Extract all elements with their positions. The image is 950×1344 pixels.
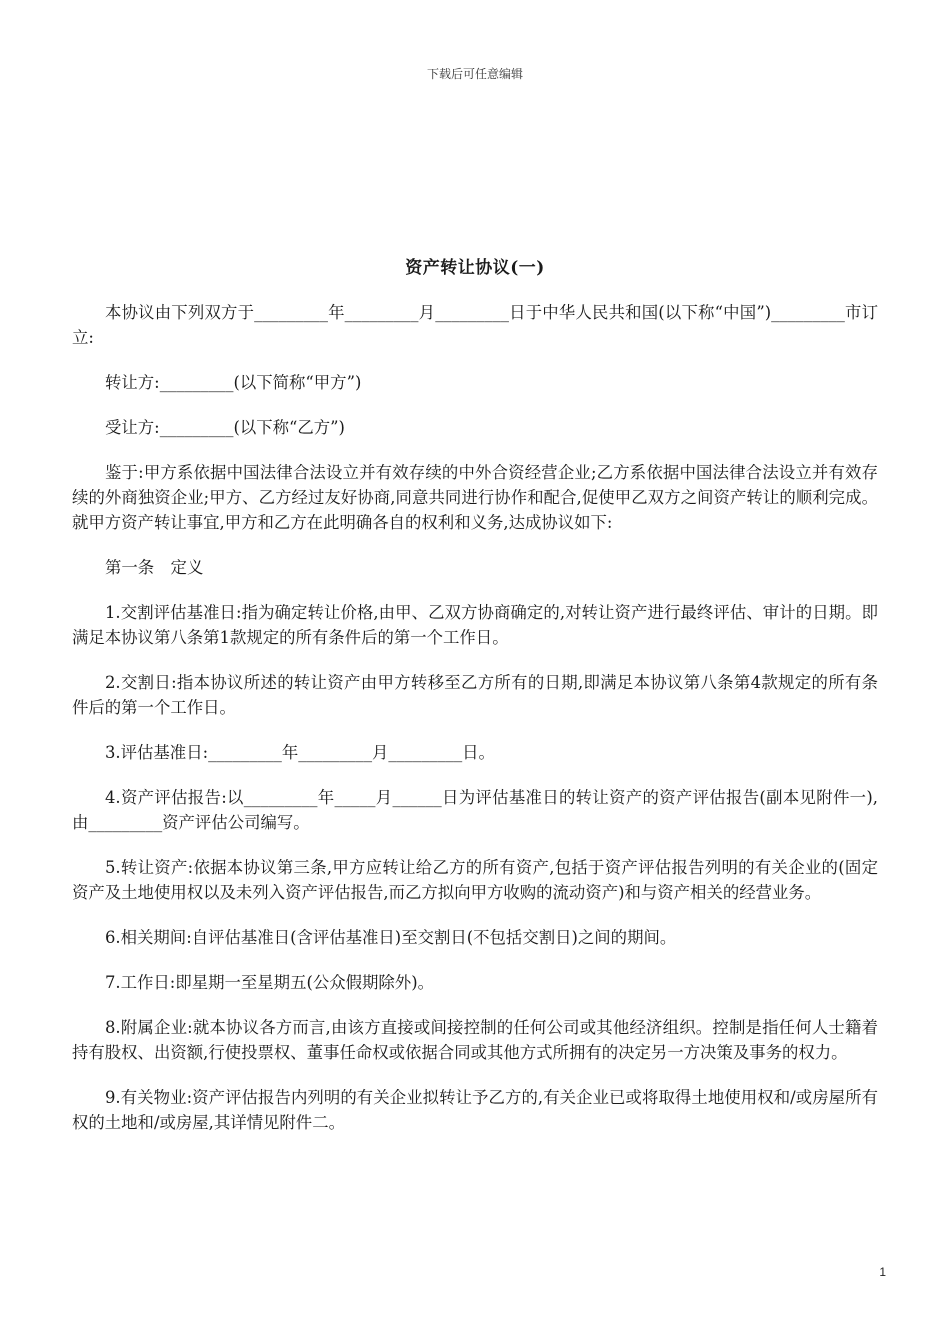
paragraph-preamble: 本协议由下列双方于_________年_________月_________日于中华人民共和国(以下称“中国”)_________市订立: (72, 303, 878, 347)
paragraph-transferor: 转让方:_________(以下简称“甲方”) (105, 373, 362, 392)
document-body (72, 300, 878, 1155)
definition-item: 4.资产评估报告:以_________年_____月______日为评估基准日的转让资产的资产评估报告(副本见附件一),由_________资产评估公司编写。 (72, 788, 878, 832)
definition-item: 9.有关物业:资产评估报告内列明的有关企业拟转让予乙方的,有关企业已或将取得土地使用权和/或房屋所有权的土地和/或房屋,其详情见附件二。 (72, 1088, 878, 1132)
definition-item: 2.交割日:指本协议所述的转让资产由甲方转移至乙方所有的日期,即满足本协议第八条第4款规定的所有条件后的第一个工作日。 (72, 673, 878, 717)
definition-item: 7.工作日:即星期一至星期五(公众假期除外)。 (105, 973, 434, 992)
paragraph-transferee: 受让方:_________(以下称“乙方”) (105, 418, 345, 437)
definition-item: 5.转让资产:依据本协议第三条,甲方应转让给乙方的所有资产,包括于资产评估报告列明的有关企业的(固定资产及土地使用权以及未列入资产评估报告,而乙方拟向甲方收购的流动资产)和与资产相关的经营业务。 (72, 858, 878, 902)
paragraph-recitals: 鉴于:甲方系依据中国法律合法设立并有效存续的中外合资经营企业;乙方系依据中国法律合法设立并有效存续的外商独资企业;甲方、乙方经过友好协商,同意共同进行协作和配合,促使甲乙双方之间资产转让的顺利完成。就甲方资产转让事宜,甲方和乙方在此明确各自的权利和义务,达成协议如下: (72, 463, 878, 532)
page-header-note: 下载后可任意编辑 (426, 67, 523, 81)
definition-item: 1.交割评估基准日:指为确定转让价格,由甲、乙双方协商确定的,对转让资产进行最终评估、审计的日期。即满足本协议第八条第1款规定的所有条件后的第一个工作日。 (72, 603, 878, 647)
page-number: 1 (879, 1265, 886, 1279)
definition-item: 6.相关期间:自评估基准日(含评估基准日)至交割日(不包括交割日)之间的期间。 (105, 928, 677, 947)
article-one-heading: 第一条 定义 (105, 558, 204, 577)
definition-item: 3.评估基准日:_________年_________月_________日。 (105, 743, 495, 762)
document-title: 资产转让协议(一) (405, 258, 545, 278)
definition-item: 8.附属企业:就本协议各方而言,由该方直接或间接控制的任何公司或其他经济组织。控制是指任何人士籍着持有股权、出资额,行使投票权、董事任命权或依据合同或其他方式所拥有的决定另一方决策及事务的权力。 (72, 1018, 878, 1062)
